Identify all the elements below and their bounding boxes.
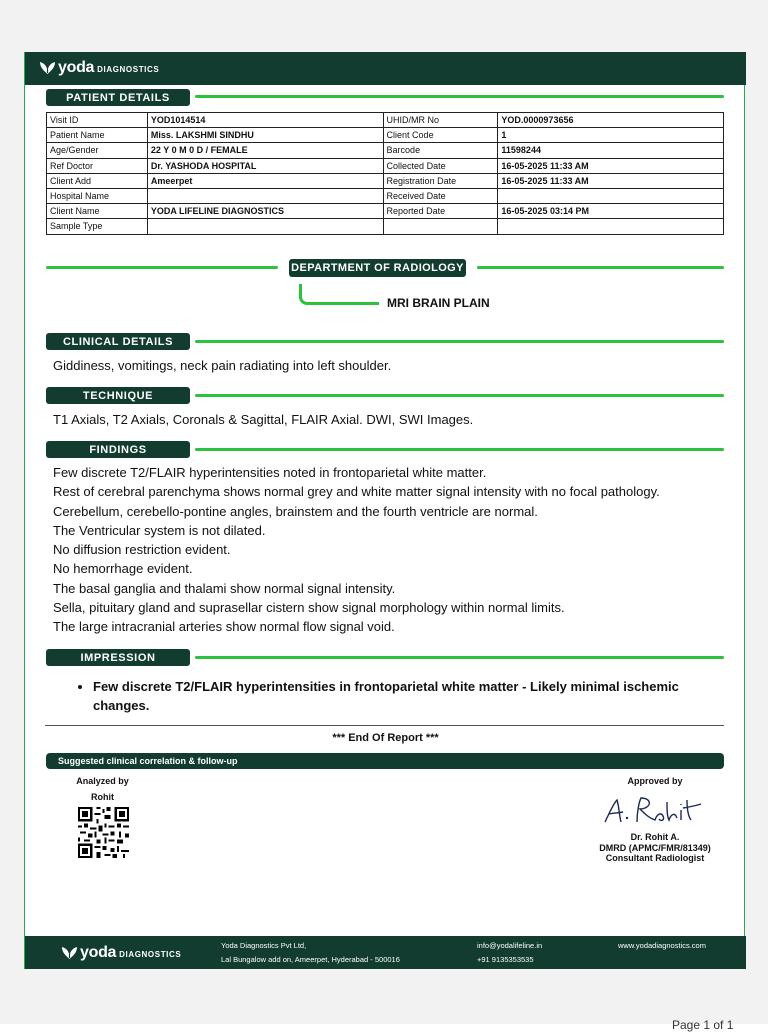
field-value: 16-05-2025 11:33 AM [498,158,724,173]
footer-phone: +91 9135353535 [477,955,534,964]
doctor-qualification: DMRD (APMC/FMR/81349) [599,843,711,853]
clinical-details-label: CLINICAL DETAILS [46,333,190,350]
field-value: Ameerpet [147,173,383,188]
department-label: DEPARTMENT OF RADIOLOGY [289,259,466,277]
field-value: Miss. LAKSHMI SINDHU [147,128,383,143]
field-value [147,188,383,203]
field-label: Reported Date [383,204,498,219]
table-row [47,188,724,203]
table-row [47,128,724,143]
clinical-details-text: Giddiness, vomitings, neck pain radiating into left shoulder. [53,358,392,373]
field-label: Barcode [383,143,498,158]
footer-email[interactable]: info@yodalifeline.in [477,941,543,950]
finding-line: No diffusion restriction evident. [53,542,231,558]
section-divider [195,448,724,451]
footer-address: Lal Bungalow add on, Ameerpet, Hyderabad - 500016 [221,955,400,964]
technique-text: T1 Axials, T2 Axials, Coronals & Sagittal, FLAIR Axial. DWI, SWI Images. [53,412,474,427]
section-divider [195,394,724,397]
doctor-role: Consultant Radiologist [605,853,705,863]
qr-code-icon [78,807,129,858]
table-row [47,113,724,128]
finding-line: No hemorrhage evident. [53,561,193,577]
impression-list [79,677,719,715]
field-value: 1 [498,128,724,143]
test-name: MRI BRAIN PLAIN [387,296,490,310]
field-label: Received Date [383,188,498,203]
header-bar [25,52,746,85]
footer-logo [61,944,181,962]
table-row [47,143,724,158]
field-label: Age/Gender [47,143,148,158]
field-value [147,219,383,234]
field-label: Collected Date [383,158,498,173]
findings-label: FINDINGS [46,441,190,458]
report-page [24,52,745,969]
patient-details-label: PATIENT DETAILS [46,89,190,106]
patient-details-table [46,112,724,235]
header-logo [39,59,159,77]
report-divider [45,725,724,726]
field-label: Patient Name [47,128,148,143]
field-value [498,188,724,203]
finding-line: The Ventricular system is not dilated. [53,522,266,538]
brand-sub: DIAGNOSTICS [97,65,160,74]
brand-sub: DIAGNOSTICS [119,950,182,959]
finding-line: Sella, pituitary gland and suprasellar cistern show signal morphology within normal limits. [53,600,565,616]
technique-label: TECHNIQUE [46,387,190,404]
footer-company: Yoda Diagnostics Pvt Ltd, [221,941,307,950]
field-value: 16-05-2025 03:14 PM [498,204,724,219]
doctor-name: Dr. Rohit A. [630,832,680,842]
dept-divider-left [46,266,278,269]
finding-line: Cerebellum, cerebello-pontine angles, brainstem and the fourth ventricle are normal. [53,503,538,519]
page-indicator: Page 1 of 1 [672,1018,734,1032]
field-value: 16-05-2025 11:33 AM [498,173,724,188]
analyzed-by-label: Analyzed by [76,776,129,786]
finding-line: Rest of cerebral parenchyma shows normal grey and white matter signal intensity with no focal pathology. [53,484,660,500]
test-connector [299,284,379,305]
footer-bar [25,936,746,969]
end-of-report: *** End Of Report *** [332,732,439,744]
leaf-logo-icon [61,946,78,960]
section-divider [195,340,724,343]
field-value: YODA LIFELINE DIAGNOSTICS [147,204,383,219]
brand-name: yoda [80,944,117,961]
field-value: 22 Y 0 M 0 D / FEMALE [147,143,383,158]
finding-line: The basal ganglia and thalami show normal signal intensity. [53,580,396,596]
leaf-logo-icon [39,61,56,75]
analyzed-by-name: Rohit [91,792,114,802]
finding-line: Few discrete T2/FLAIR hyperintensities noted in frontoparietal white matter. [53,465,487,480]
table-row [47,204,724,219]
footer-website[interactable]: www.yodadiagnostics.com [618,941,706,950]
table-row [47,219,724,234]
field-value [498,219,724,234]
field-label: UHID/MR No [383,113,498,128]
field-label: Hospital Name [47,188,148,203]
field-value: Dr. YASHODA HOSPITAL [147,158,383,173]
suggestion-banner: Suggested clinical correlation & follow-up [46,753,724,769]
field-label: Registration Date [383,173,498,188]
field-label: Sample Type [47,219,148,234]
approved-by-label: Approved by [627,776,683,786]
dept-divider-right [477,266,724,269]
impression-label: IMPRESSION [46,649,190,666]
section-divider [195,656,724,659]
signature-icon [597,792,707,828]
brand-name: yoda [58,59,95,76]
field-label: Client Code [383,128,498,143]
table-row [47,173,724,188]
field-label: Visit ID [47,113,148,128]
findings-list [53,463,660,637]
table-row [47,158,724,173]
section-divider [195,95,724,98]
impression-item: • Few discrete T2/FLAIR hyperintensities in frontoparietal white matter - Likely minimal ischemic changes. [93,677,719,715]
field-label: Ref Doctor [47,158,148,173]
field-value: YOD1014514 [147,113,383,128]
field-label: Client Add [47,173,148,188]
field-label: Client Name [47,204,148,219]
field-value: YOD.0000973656 [498,113,724,128]
finding-line: The large intracranial arteries show normal flow signal void. [53,619,395,635]
field-value: 11598244 [498,143,724,158]
field-label [383,219,498,234]
